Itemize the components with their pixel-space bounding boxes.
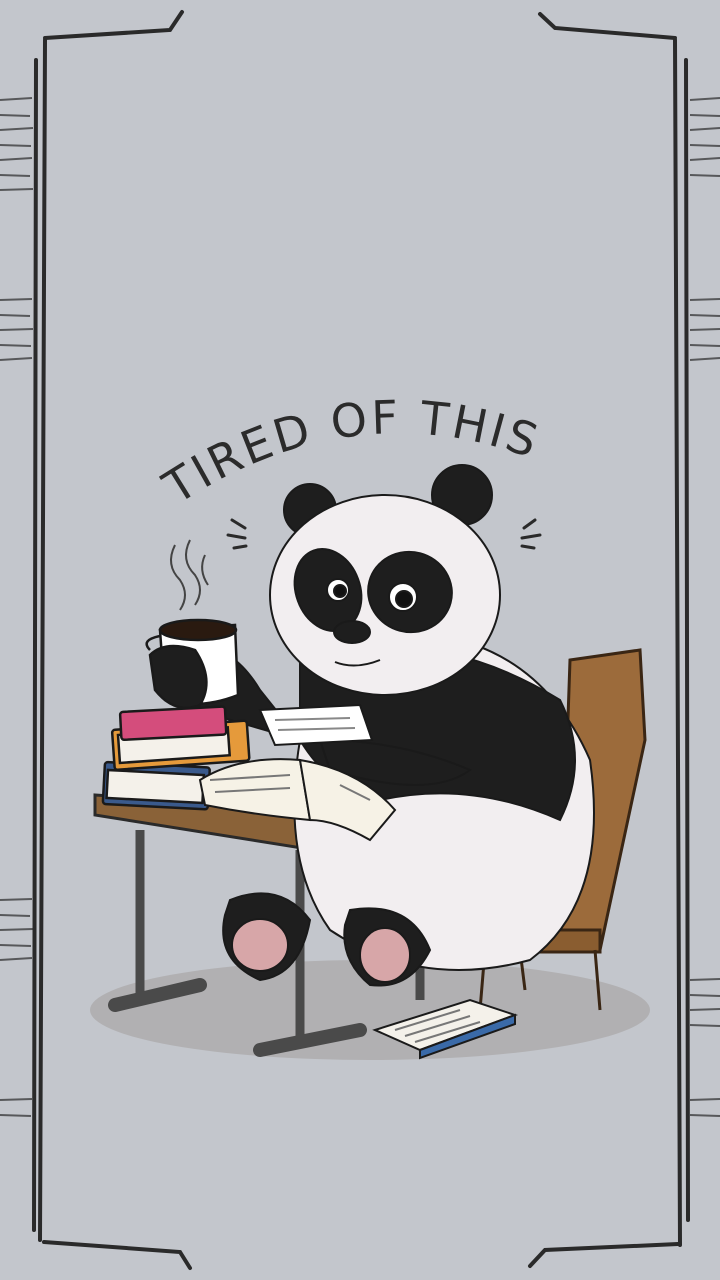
panda-foot-pad-right <box>360 928 410 982</box>
steam-icon <box>171 540 208 610</box>
panda-foot-pad-left <box>232 919 288 971</box>
panda-pupil-left <box>334 585 346 597</box>
coffee-mug-icon <box>147 620 238 708</box>
panda-paw-holding-mug <box>150 646 206 708</box>
panda-pupil-right <box>396 591 412 607</box>
caption-text: TIRED OF THIS <box>154 389 548 515</box>
panda-nose <box>334 621 370 643</box>
